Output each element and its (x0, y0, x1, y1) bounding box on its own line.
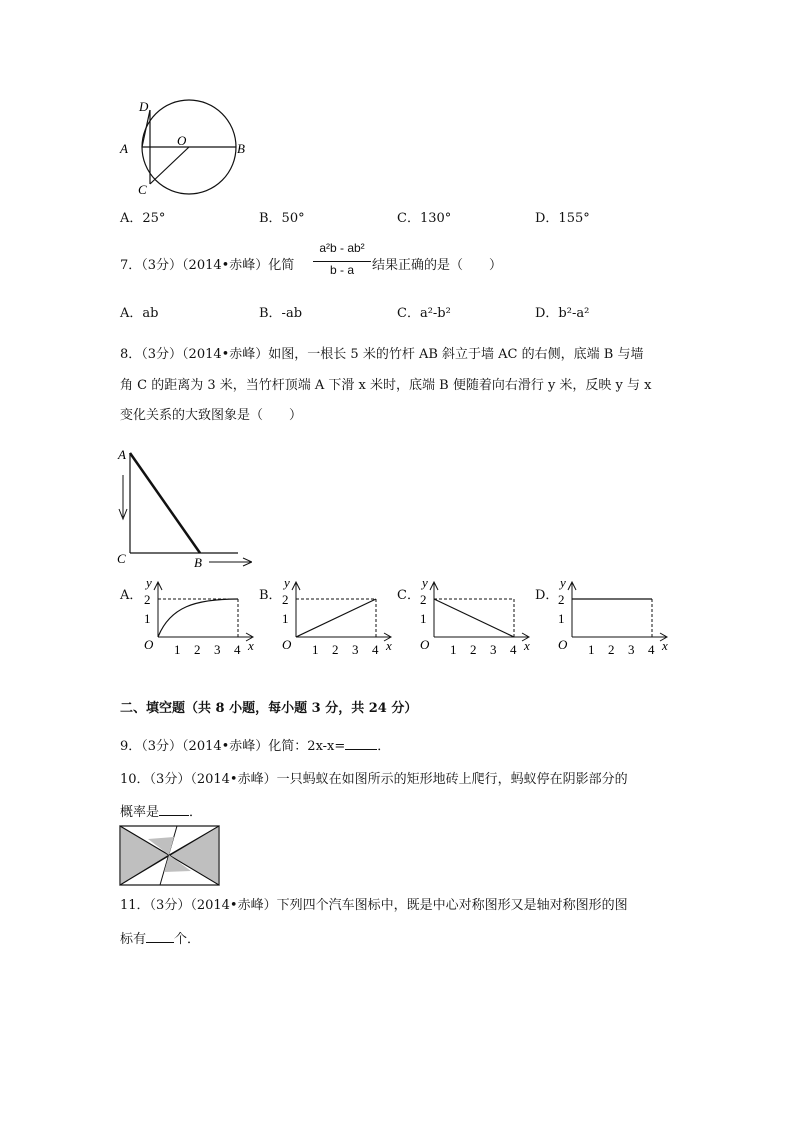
q8-graph-b-xtick-3: 3 (352, 642, 359, 655)
q11-answer-blank[interactable] (146, 930, 174, 943)
q8-line2: 角 C 的距离为 3 米，当竹杆顶端 A 下滑 x 米时，底端 B 便随着向右滑行 y 米，反映 y 与 x (120, 378, 652, 393)
q8-graph-c-xtick-3: 3 (490, 642, 497, 655)
q6-label-D: D (139, 99, 149, 114)
q8-graph-b-xtick-2: 2 (332, 642, 339, 655)
q7-numerator: a²b - ab² (319, 241, 365, 255)
q8-graph-b-ytick-1: 1 (282, 611, 289, 626)
q8-graph-c-xtick-2: 2 (470, 642, 477, 655)
q7-suffix: 结果正确的是（ ） (372, 258, 503, 273)
q8-graph-a-xtick-2: 2 (194, 642, 201, 655)
q8-label-A: A (118, 447, 126, 462)
q8-graph-b-origin: O (282, 637, 292, 652)
q6-option-b: B．50° (259, 211, 305, 226)
q8-graph-c-ytick-2: 2 (420, 592, 427, 607)
q8-graph-a (140, 577, 265, 655)
q6-circle-figure (115, 95, 255, 200)
q9-end: ． (377, 739, 391, 754)
q8-option-d-letter: D． (535, 588, 559, 603)
q11-end: 个． (174, 932, 201, 947)
q8-graph-d-xtick-2: 2 (608, 642, 615, 655)
q6-label-A: A (120, 141, 128, 156)
q8-graph-c-y: y (422, 577, 428, 590)
q7-denominator: b - a (329, 263, 354, 277)
q6-option-c: C．130° (397, 211, 452, 226)
q9-answer-blank[interactable] (345, 737, 377, 750)
q6-label-B: B (237, 141, 245, 156)
q10-rectangle-tile-figure (119, 825, 221, 887)
q8-graph-b-y: y (284, 577, 290, 590)
q7-fraction-bar (313, 261, 371, 262)
q8-graph-c (416, 577, 541, 655)
q8-graph-b-x: x (386, 638, 392, 653)
q11-line2-wrap (120, 928, 200, 947)
q8-line1: 8．（3分）（2014•赤峰）如图，一根长 5 米的竹杆 AB 斜立于墙 AC 的右侧，底端 B 与墙 (120, 347, 644, 362)
q8-graph-a-x: x (248, 638, 254, 653)
q10-answer-blank[interactable] (159, 803, 189, 816)
q8-graph-a-xtick-4: 4 (234, 642, 241, 655)
q6-label-C: C (138, 182, 147, 197)
q8-graph-b-ytick-2: 2 (282, 592, 289, 607)
q8-graph-a-ytick-1: 1 (144, 611, 151, 626)
q8-graph-b (278, 577, 403, 655)
q8-graph-a-origin: O (144, 637, 154, 652)
q8-graph-a-xtick-1: 1 (174, 642, 181, 655)
q8-graph-d-xtick-3: 3 (628, 642, 635, 655)
q7-option-c: C．a²-b² (397, 306, 451, 321)
q8-option-a-letter: A． (120, 588, 143, 603)
q8-graph-d-origin: O (558, 637, 568, 652)
q7-option-d: D．b²-a² (535, 306, 590, 321)
q8-label-B: B (194, 555, 202, 570)
q8-graph-c-x: x (524, 638, 530, 653)
q8-label-C: C (117, 551, 126, 566)
q8-graph-d-xtick-1: 1 (588, 642, 595, 655)
q8-graph-d-xtick-4: 4 (648, 642, 655, 655)
q6-option-d: D．155° (535, 211, 590, 226)
q8-graph-c-xtick-4: 4 (510, 642, 517, 655)
q10-line1: 10．（3分）（2014•赤峰）一只蚂蚁在如图所示的矩形地砖上爬行，蚂蚁停在阴影部分的 (120, 772, 628, 787)
q8-graph-a-xtick-3: 3 (214, 642, 221, 655)
q6-option-a: A．25° (120, 211, 166, 226)
q8-ladder-figure (112, 445, 252, 575)
q7-prefix: 7．（3分）（2014•赤峰）化简 (120, 258, 295, 273)
q8-option-b-letter: B． (259, 588, 282, 603)
q8-graph-a-y: y (146, 577, 152, 590)
q8-graph-a-ytick-2: 2 (144, 592, 151, 607)
q8-graph-c-origin: O (420, 637, 430, 652)
q8-line3: 变化关系的大致图象是（ ） (120, 408, 303, 423)
q6-label-O: O (177, 133, 187, 148)
q9-text-line (120, 735, 390, 754)
q8-option-c-letter: C． (397, 588, 420, 603)
q8-graph-d-x: x (662, 638, 668, 653)
q9-text: 9．（3分）（2014•赤峰）化简：2x-x= (120, 739, 346, 754)
q8-graph-d (554, 577, 679, 655)
section2-title: 二、填空题（共 8 小题，每小题 3 分，共 24 分） (120, 701, 418, 716)
q7-option-b: B．-ab (259, 306, 303, 321)
q10-line2: 概率是 (120, 805, 160, 820)
q7-fraction (313, 241, 371, 283)
q8-graph-b-xtick-1: 1 (312, 642, 319, 655)
q10-end: ． (189, 805, 203, 820)
q8-graph-c-ytick-1: 1 (420, 611, 427, 626)
q11-line1: 11．（3分）（2014•赤峰）下列四个汽车图标中，既是中心对称图形又是轴对称图形的图 (120, 898, 628, 913)
q8-graph-d-ytick-1: 1 (558, 611, 565, 626)
q11-line2: 标有 (120, 932, 147, 947)
q8-graph-d-ytick-2: 2 (558, 592, 565, 607)
q8-graph-b-xtick-4: 4 (372, 642, 379, 655)
q8-graph-c-xtick-1: 1 (450, 642, 457, 655)
q8-graph-d-y: y (560, 577, 566, 590)
q10-line2-wrap (120, 801, 202, 820)
q7-option-a: A．ab (120, 306, 159, 321)
